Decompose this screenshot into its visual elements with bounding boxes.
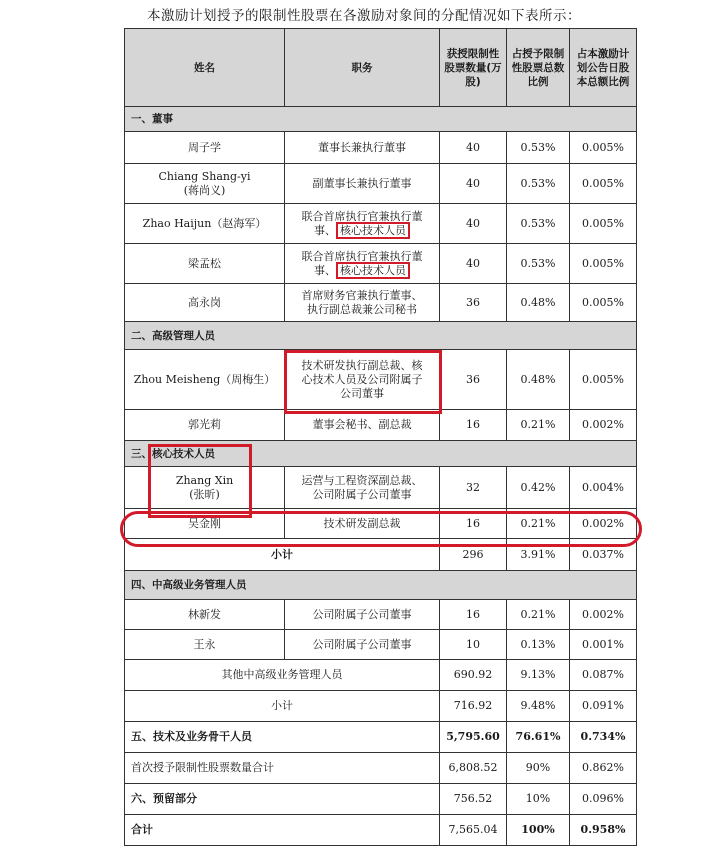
section-row (125, 441, 637, 467)
cell-position: 董事会秘书、副总裁 (285, 410, 440, 441)
cell-name: 郭光莉 (125, 410, 285, 441)
allocation-table (124, 28, 637, 846)
header-grant-ratio: 占授予限制性股票总数比例 (507, 29, 570, 107)
section-row (125, 107, 637, 132)
cell-shares: 16 (440, 410, 507, 441)
cell-position (285, 350, 440, 410)
table-row (125, 753, 637, 784)
cell-position (285, 284, 440, 322)
total-row (125, 815, 637, 846)
cell-position (285, 244, 440, 284)
table-row (125, 784, 637, 815)
cell-grant-ratio: 9.13% (507, 660, 570, 691)
position-line (288, 224, 436, 238)
cell-capital-ratio: 0.862% (570, 753, 637, 784)
cell-shares: 5,795.60 (440, 722, 507, 753)
header-name: 姓名 (125, 29, 285, 107)
subtotal-row (125, 539, 637, 571)
section-directors: 一、董事 (125, 107, 637, 132)
name-line: (蒋尚义) (183, 183, 226, 197)
cell-grant-ratio: 0.21% (507, 600, 570, 630)
section-row (125, 571, 637, 600)
section-row (125, 322, 637, 350)
cell-capital-ratio: 0.002% (570, 600, 637, 630)
position-line: 技术研发执行副总裁、核 (301, 358, 423, 372)
cell-grant-ratio: 90% (507, 753, 570, 784)
section-senior-mgmt: 二、高级管理人员 (125, 322, 637, 350)
cell-name: 周子学 (125, 132, 285, 164)
cell-shares: 40 (440, 164, 507, 204)
cell-grant-ratio: 100% (507, 815, 570, 846)
cell-name: 吴金刚 (125, 509, 285, 539)
position-line: 首席财务官兼执行董事、 (301, 288, 423, 302)
cell-position: 公司附属子公司董事 (285, 600, 440, 630)
table-row (125, 204, 637, 244)
table-row (125, 722, 637, 753)
subtotal-label: 小计 (125, 539, 440, 571)
highlighted-core-tech: 核心技术人员 (336, 222, 410, 239)
cell-grant-ratio: 76.61% (507, 722, 570, 753)
cell-position (285, 204, 440, 244)
cell-shares: 296 (440, 539, 507, 571)
cell-shares: 40 (440, 132, 507, 164)
header-capital-ratio: 占本激励计划公告日股本总额比例 (570, 29, 637, 107)
cell-shares: 16 (440, 509, 507, 539)
cell-shares: 756.52 (440, 784, 507, 815)
cell-capital-ratio: 0.958% (570, 815, 637, 846)
position-line: 公司董事 (340, 386, 384, 400)
cell-shares: 32 (440, 467, 507, 509)
name-line: Chiang Shang-yi (158, 169, 251, 183)
cell-shares: 16 (440, 600, 507, 630)
cell-grant-ratio: 0.53% (507, 132, 570, 164)
cell-name: 梁孟松 (125, 244, 285, 284)
table-row (125, 660, 637, 691)
cell-grant-ratio: 0.48% (507, 284, 570, 322)
first-total-label: 首次授予限制性股票数量合计 (125, 753, 440, 784)
position-line: 运营与工程资深副总裁、 (301, 473, 423, 487)
cell-capital-ratio: 0.005% (570, 244, 637, 284)
cell-shares: 690.92 (440, 660, 507, 691)
cell-grant-ratio: 0.53% (507, 164, 570, 204)
cell-name: 高永岗 (125, 284, 285, 322)
header-shares: 获授限制性股票数量(万股) (440, 29, 507, 107)
table-caption: 本激励计划授予的限制性股票在各激励对象间的分配情况如下表所示： (147, 8, 581, 24)
cell-grant-ratio: 0.21% (507, 509, 570, 539)
cell-grant-ratio: 9.48% (507, 691, 570, 722)
cell-name (125, 164, 285, 204)
cell-grant-ratio: 0.53% (507, 204, 570, 244)
cell-capital-ratio: 0.005% (570, 132, 637, 164)
cell-capital-ratio: 0.734% (570, 722, 637, 753)
cell-shares: 716.92 (440, 691, 507, 722)
subtotal-label: 小计 (125, 691, 440, 722)
section-reserved: 六、预留部分 (125, 784, 440, 815)
position-text: 事、 (314, 223, 336, 237)
table-row (125, 509, 637, 539)
cell-capital-ratio: 0.096% (570, 784, 637, 815)
cell-capital-ratio: 0.005% (570, 284, 637, 322)
cell-position: 董事长兼执行董事 (285, 132, 440, 164)
cell-position: 技术研发副总裁 (285, 509, 440, 539)
subtotal-row (125, 691, 637, 722)
table-row (125, 350, 637, 410)
table-row (125, 410, 637, 441)
cell-grant-ratio: 0.21% (507, 410, 570, 441)
cell-capital-ratio: 0.087% (570, 660, 637, 691)
position-line: 联合首席执行官兼执行董 (301, 249, 423, 263)
name-line: Zhang Xin (175, 473, 234, 487)
position-text: 事、 (314, 263, 336, 277)
table-header-row (125, 29, 637, 107)
cell-grant-ratio: 0.53% (507, 244, 570, 284)
cell-position (285, 467, 440, 509)
cell-shares: 40 (440, 204, 507, 244)
cell-capital-ratio: 0.002% (570, 410, 637, 441)
table-row (125, 244, 637, 284)
cell-name: Zhao Haijun（赵海军） (125, 204, 285, 244)
cell-position: 副董事长兼执行董事 (285, 164, 440, 204)
cell-shares: 10 (440, 630, 507, 660)
cell-capital-ratio: 0.005% (570, 350, 637, 410)
cell-name (125, 467, 285, 509)
cell-capital-ratio: 0.001% (570, 630, 637, 660)
cell-shares: 36 (440, 284, 507, 322)
cell-grant-ratio: 3.91% (507, 539, 570, 571)
cell-capital-ratio: 0.037% (570, 539, 637, 571)
cell-name: 王永 (125, 630, 285, 660)
header-position: 职务 (285, 29, 440, 107)
other-mid-label: 其他中高级业务管理人员 (125, 660, 440, 691)
table-row (125, 284, 637, 322)
cell-capital-ratio: 0.004% (570, 467, 637, 509)
table-row (125, 630, 637, 660)
position-line: 心技术人员及公司附属子 (301, 372, 423, 386)
table-row (125, 132, 637, 164)
table-row (125, 600, 637, 630)
position-line (288, 264, 436, 278)
cell-grant-ratio: 0.48% (507, 350, 570, 410)
cell-grant-ratio: 0.42% (507, 467, 570, 509)
cell-shares: 40 (440, 244, 507, 284)
cell-name: 林新发 (125, 600, 285, 630)
cell-shares: 6,808.52 (440, 753, 507, 784)
name-line: (张昕) (189, 487, 220, 501)
cell-capital-ratio: 0.002% (570, 509, 637, 539)
cell-name: Zhou Meisheng（周梅生） (125, 350, 285, 410)
cell-shares: 7,565.04 (440, 815, 507, 846)
section-backbone: 五、技术及业务骨干人员 (125, 722, 440, 753)
section-mid-mgmt: 四、中高级业务管理人员 (125, 571, 637, 600)
cell-capital-ratio: 0.091% (570, 691, 637, 722)
total-label: 合计 (125, 815, 440, 846)
cell-capital-ratio: 0.005% (570, 164, 637, 204)
cell-grant-ratio: 10% (507, 784, 570, 815)
section-core-tech: 三、核心技术人员 (125, 441, 637, 467)
cell-position: 公司附属子公司董事 (285, 630, 440, 660)
cell-capital-ratio: 0.005% (570, 204, 637, 244)
position-line: 执行副总裁兼公司秘书 (307, 302, 417, 316)
highlighted-core-tech: 核心技术人员 (336, 262, 410, 279)
table-row (125, 467, 637, 509)
cell-grant-ratio: 0.13% (507, 630, 570, 660)
position-line: 公司附属子公司董事 (312, 487, 412, 501)
position-line: 联合首席执行官兼执行董 (301, 209, 423, 223)
table-row (125, 164, 637, 204)
cell-shares: 36 (440, 350, 507, 410)
